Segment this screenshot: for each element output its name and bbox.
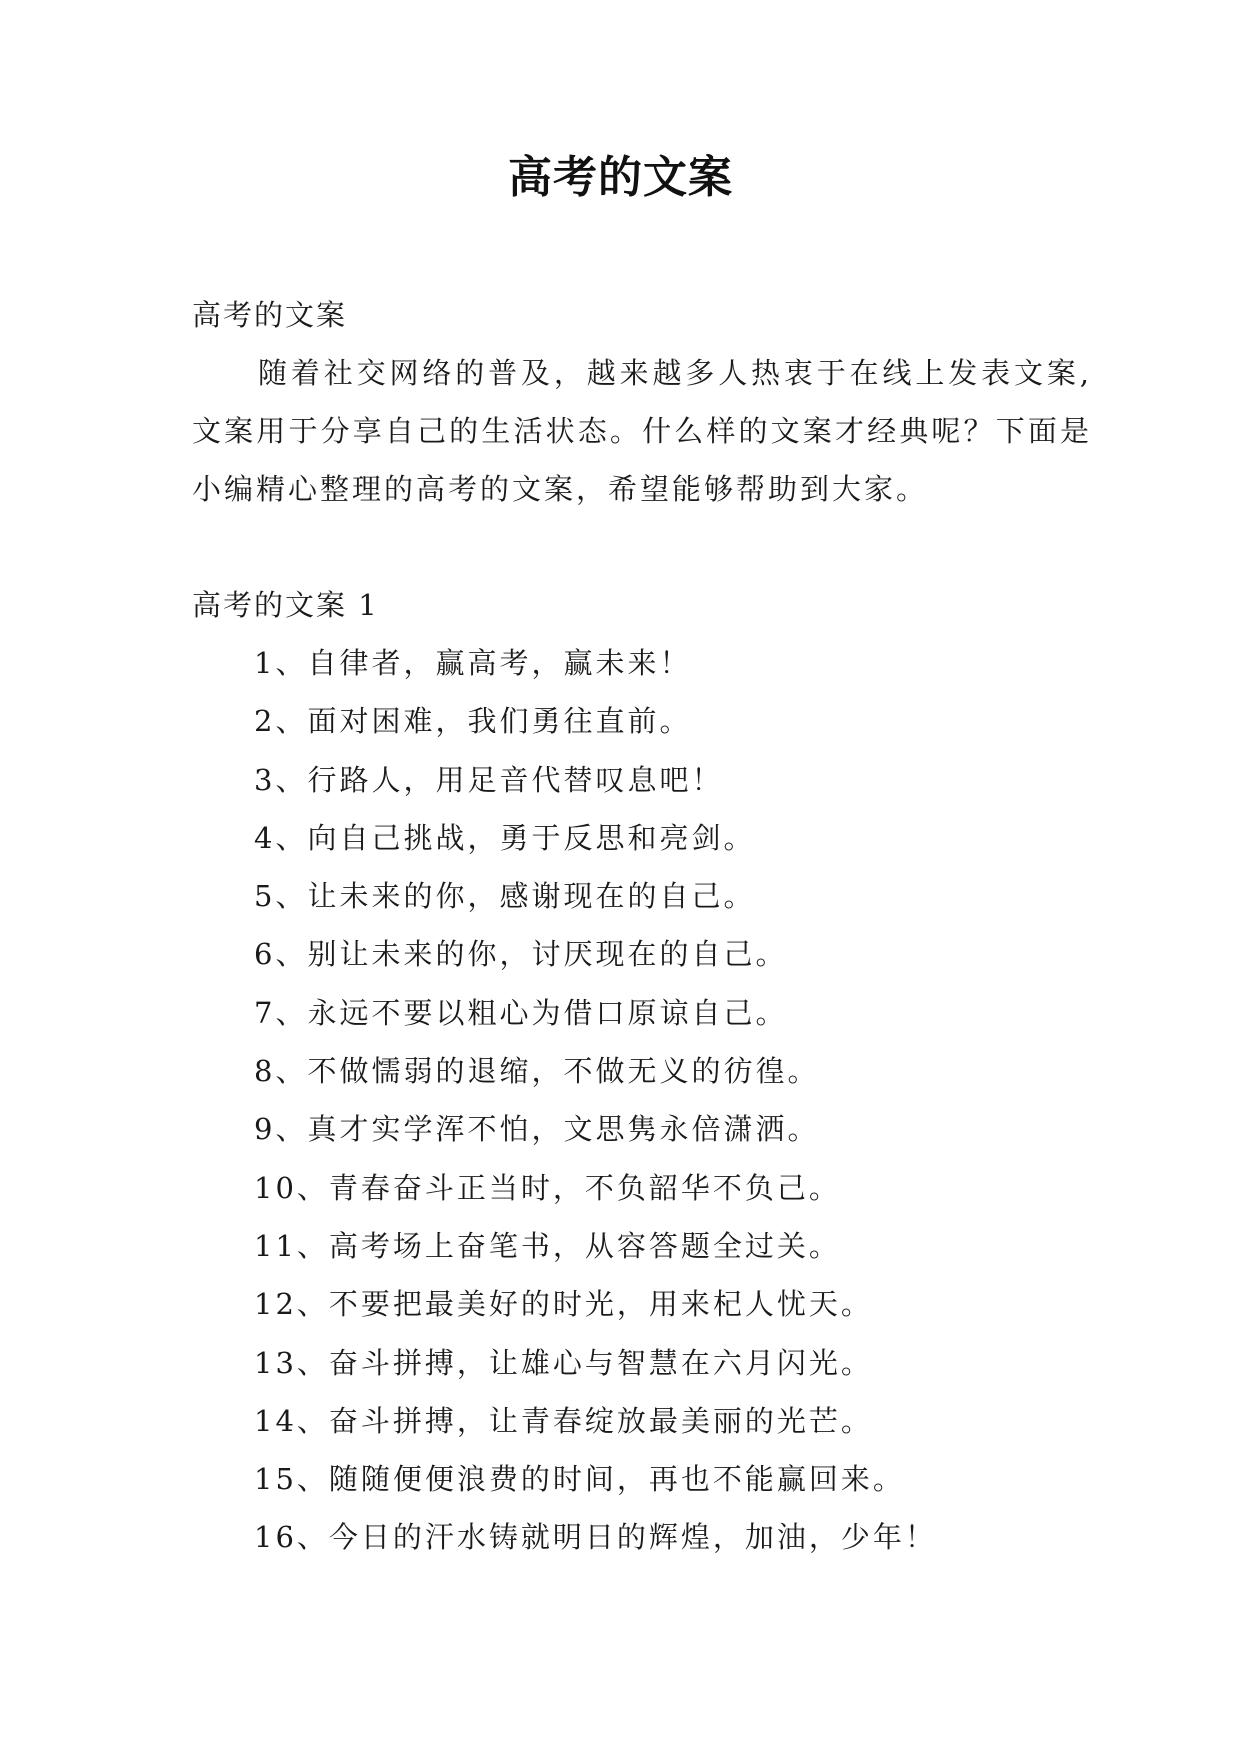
quote-item: 4、向自己挑战，勇于反思和亮剑。 [254, 820, 756, 855]
quote-item: 12、不要把最美好的时光，用来杞人忧天。 [254, 1287, 873, 1322]
quote-item: 13、奋斗拼搏，让雄心与智慧在六月闪光。 [254, 1345, 873, 1380]
document-body [192, 286, 1092, 1567]
quote-item: 8、不做懦弱的退缩，不做无义的彷徨。 [254, 1054, 820, 1089]
quote-item: 1、自律者，赢高考，赢未来！ [254, 646, 692, 680]
intro-heading: 高考的文案 [192, 298, 348, 332]
quote-item: 9、真才实学浑不怕，文思隽永倍潇洒。 [254, 1112, 820, 1147]
paragraph-spacer [192, 518, 1092, 576]
quote-item: 7、永远不要以粗心为借口原谅自己。 [254, 995, 788, 1030]
quote-item: 14、奋斗拼搏，让青春绽放最美丽的光芒。 [254, 1403, 873, 1438]
quote-item: 16、今日的汗水铸就明日的辉煌，加油，少年！ [254, 1520, 937, 1555]
quote-item: 11、高考场上奋笔书，从容答题全过关。 [254, 1228, 841, 1263]
quote-item: 15、随随便便浪费的时间，再也不能赢回来。 [254, 1462, 905, 1497]
quote-list [192, 634, 1092, 1567]
quote-item: 5、让未来的你，感谢现在的自己。 [254, 879, 756, 914]
quote-item: 10、青春奋斗正当时，不负韶华不负己。 [254, 1170, 841, 1205]
quote-item: 2、面对困难，我们勇往直前。 [254, 704, 692, 739]
intro-paragraph: 随着社交网络的普及，越来越多人热衷于在线上发表文案,文案用于分享自己的生活状态。什么样的文案才经典呢？下面是小编精心整理的高考的文案，希望能够帮助到大家。 [192, 356, 1092, 506]
section-heading: 高考的文案 1 [192, 588, 379, 622]
quote-item: 3、行路人，用足音代替叹息吧！ [254, 762, 724, 797]
quote-item: 6、别让未来的你，讨厌现在的自己。 [254, 937, 788, 972]
document-title: 高考的文案 [508, 152, 733, 203]
